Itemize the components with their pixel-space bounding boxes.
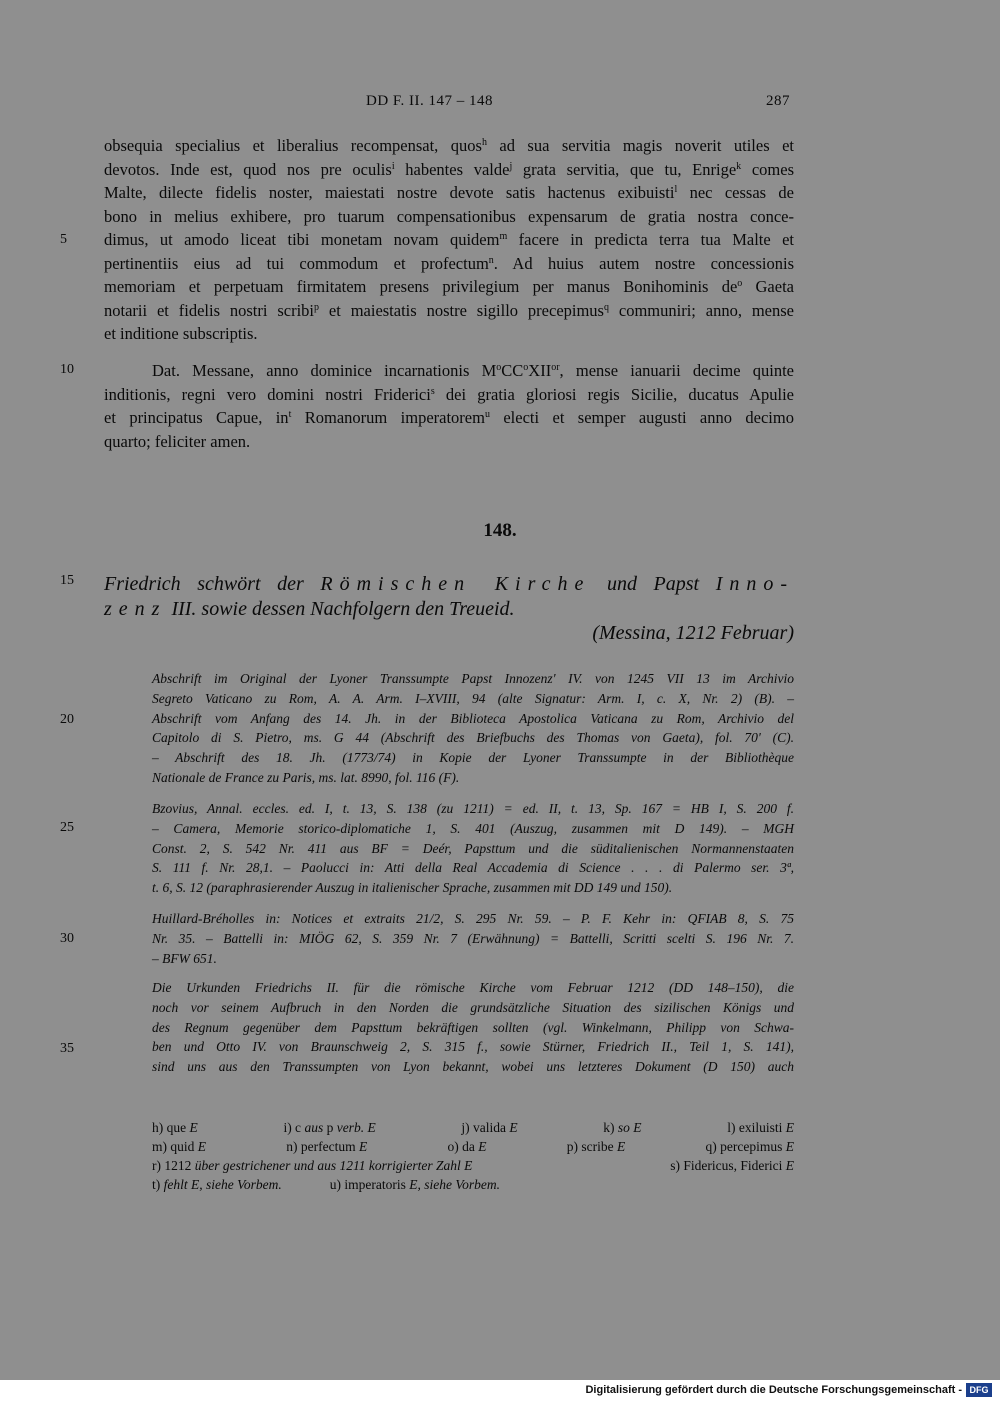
- text-line: [104, 158, 794, 182]
- regest-text: Friedrich schwört der: [104, 573, 304, 595]
- apparatus-line: Abschrift vom Anfang des 14. Jh. in der Biblioteca Apostolica Vaticana zu Rom, Archivio del: [152, 710, 794, 726]
- apparatus-line: noch vor seinem Aufbruch in den Norden die grundsätzliche Situation des sizilischen Königs und: [152, 999, 794, 1015]
- footnote-reading: s) Fidericus, Fiderici: [670, 1158, 786, 1173]
- text-run: facere in predicta terra tua Malte et: [507, 230, 795, 249]
- footnote-marker: o: [737, 278, 743, 289]
- apparatus-line: Nr. 35. – Battelli in: MIÖG 62, S. 359 Nr. 7 (Erwähnung) = Battelli, Scritti scelti S. 196 Nr. 7.: [152, 930, 794, 946]
- regest: [104, 572, 794, 622]
- footnote-marker: j: [509, 160, 513, 172]
- text-run: comes: [741, 159, 795, 179]
- text-line: [104, 322, 794, 346]
- text-line: [104, 406, 794, 430]
- line-number: 10: [60, 362, 74, 377]
- footer-credit: Digitalisierung gefördert durch die Deutsche Forschungsgemeinschaft -: [585, 1384, 962, 1396]
- footnote-marker: l: [674, 184, 678, 195]
- footnote-reading: t): [152, 1177, 164, 1192]
- footnote-reading: q) percepimus: [705, 1139, 786, 1154]
- footnote: [727, 1118, 794, 1137]
- text-line: [104, 134, 794, 158]
- apparatus-line: – Abschrift des 18. Jh. (1773/74) in Kopie der Lyoner Transsumpte in der Bibliothèque: [152, 750, 794, 766]
- apparatus-paragraph: [152, 909, 794, 968]
- text-run: et maiestatis nostre sigillo precepimus: [319, 300, 604, 320]
- page-number: 287: [766, 93, 790, 109]
- footnotes: [152, 1118, 794, 1194]
- footnote-comment: E: [197, 1139, 206, 1154]
- apparatus-line: Bzovius, Annal. eccles. ed. I, t. 13, S. 138 (zu 1211) = ed. II, t. 13, Sp. 167 = HB I, S. 200 f.: [152, 801, 794, 816]
- footnote-marker: m: [499, 231, 508, 242]
- dfg-logo: DFG: [966, 1383, 992, 1397]
- text-run: devotos. Inde est, quod nos pre oculis: [104, 159, 392, 179]
- footnote-reading: p: [323, 1120, 337, 1135]
- apparatus-line: Segreto Vaticano zu Rom, A. A. Arm. I–XVIII, 94 (alte Signatur: Arm. I, c. X, Nr. 2) (B). –: [152, 690, 794, 706]
- regest-spaced-text: zenz: [104, 598, 167, 620]
- footnote-comment: über gestrichener und aus 1211 korrigierter Zahl E: [194, 1158, 473, 1173]
- footnote: [152, 1156, 472, 1175]
- footnote: [448, 1137, 487, 1156]
- apparatus-line: ben und Otto IV. von Braunschweig 2, S. 315 f., sowie Stürner, Friedrich II., Teil 1, S. 141),: [152, 1039, 794, 1055]
- footnote-comment: E: [509, 1120, 518, 1135]
- apparatus-line: – BFW 651.: [152, 950, 217, 966]
- regest-spaced-text: Römischen Kirche: [320, 573, 591, 595]
- apparatus-line: Nationale de France zu Paris, ms. lat. 8990, fol. 116 (F).: [152, 769, 460, 785]
- footnote-reading: n) perfectum: [286, 1139, 359, 1154]
- footnote-reading: p) scribe: [566, 1139, 617, 1154]
- footnote-row: [152, 1118, 794, 1137]
- footnote-marker: k: [736, 160, 742, 172]
- apparatus-paragraph: [152, 669, 794, 788]
- footnote-comment: E: [785, 1158, 794, 1173]
- footnote-comment: E: [785, 1139, 794, 1154]
- dating-paragraph: [104, 359, 794, 453]
- footnote-comment: E: [617, 1139, 626, 1154]
- text-run: nec cessas de: [677, 183, 794, 202]
- footnote-row: [152, 1137, 794, 1156]
- text-run: Dat. Messane, anno dominice incarnationis M: [152, 361, 497, 380]
- footnote-comment: fehlt E, siehe Vorbem.: [163, 1177, 282, 1192]
- text-line: [104, 252, 794, 276]
- text-run: Malte, dilecte fidelis noster, maiestati nostre devote satis hactenus exibuisti: [104, 183, 675, 202]
- footnote-marker: p: [314, 301, 320, 313]
- footnote: [670, 1156, 794, 1175]
- text-run: electi et semper augusti anno decimo: [489, 408, 794, 427]
- footnote: [330, 1175, 500, 1194]
- text-run: obsequia specialius et liberalius recompensat, quos: [104, 136, 482, 155]
- text-run: CC: [501, 361, 524, 380]
- footnote-marker: o: [496, 362, 502, 373]
- footnote-reading: l) exiluisti: [727, 1120, 786, 1135]
- text-run: notarii et fidelis nostri scribi: [104, 300, 315, 320]
- apparatus-line: Die Urkunden Friedrichs II. für die römische Kirche vom Februar 1212 (DD 148–150), die: [152, 980, 794, 995]
- apparatus-paragraph: [152, 799, 794, 898]
- text-line: [104, 430, 794, 454]
- apparatus-line: Huillard-Bréholles in: Notices et extraits 21/2, S. 295 Nr. 59. – P. F. Kehr in: QFIAB 8, S. 75: [152, 911, 794, 926]
- regest-date: (Messina, 1212 Februar): [592, 622, 794, 644]
- footnote-row: [152, 1156, 794, 1175]
- footnote-marker: o: [523, 362, 529, 373]
- text-run: quarto; feliciter amen.: [104, 431, 251, 451]
- footnote-marker: i: [391, 160, 395, 172]
- apparatus-line: Capitolo di S. Pietro, ms. G 44 (Abschrift des Briefbuchs des Thomas von Gaeta), fol. 70' (C).: [152, 730, 794, 746]
- footnote-row: [152, 1175, 794, 1194]
- footnote-comment: E: [785, 1120, 794, 1135]
- footnote-comment: E: [189, 1120, 198, 1135]
- text-line: [104, 181, 794, 205]
- footnote-comment: E, siehe Vorbem.: [409, 1177, 500, 1192]
- text-line: [104, 275, 794, 299]
- text-run: et principatus Capue, in: [104, 408, 289, 427]
- text-run: habentes valde: [394, 159, 510, 179]
- footnote-marker: n: [488, 254, 494, 266]
- footnote-marker: q: [603, 301, 609, 313]
- footnote: [152, 1137, 206, 1156]
- regest-text: III. sowie dessen Nachfolgern den Treueid.: [171, 598, 515, 620]
- footnote-reading: r) 1212: [152, 1158, 195, 1173]
- regest-text: und Papst: [606, 573, 700, 595]
- footnote-reading: i) c: [283, 1120, 305, 1135]
- running-header: DD F. II. 147 – 148: [366, 93, 494, 109]
- footnote-marker: or: [551, 362, 560, 373]
- text-run: ad sua servitia magis noverit utiles et: [486, 136, 794, 155]
- text-run: bono in melius exhibere, pro tuarum compensationibus expensarum de gratia nostra conce-: [104, 206, 794, 226]
- footnote: [286, 1137, 367, 1156]
- text-line: [104, 228, 794, 252]
- apparatus-line: Abschrift im Original der Lyoner Transsumpte Papst Innozenz' IV. von 1245 VII 13 im Archivio: [152, 671, 794, 686]
- text-run: dimus, ut amodo liceat tibi monetam novam quidem: [104, 230, 500, 249]
- line-number: 25: [60, 820, 74, 835]
- text-run: XII: [528, 361, 552, 380]
- footnote-comment: E: [358, 1139, 368, 1154]
- apparatus-line: S. 111 f. Nr. 28,1. – Paolucci in: Atti della Real Accademia di Science . . . di Palermo ser. 3ª,: [152, 860, 794, 876]
- line-number: 30: [60, 931, 74, 946]
- footnote-marker: h: [481, 137, 487, 148]
- apparatus-line: – Camera, Memorie storico-diplomatiche 1, S. 401 (Auszug, zusammen mit D 149). – MGH: [152, 820, 794, 836]
- apparatus-line: des Regnum gegenüber dem Papsttum bekräftigen sollten (vgl. Winkelmann, Philipp von Schwa-: [152, 1019, 794, 1035]
- text-run: . Ad huius autem nostre concessionis: [493, 253, 794, 273]
- text-run: , mense ianuarii decime quinte: [559, 361, 794, 380]
- footer-bar: [0, 1380, 1000, 1402]
- main-text-paragraph: [104, 134, 794, 346]
- footnote-comment: aus: [304, 1120, 324, 1135]
- footnote-reading: m) quid: [152, 1139, 198, 1154]
- text-line: [104, 299, 794, 323]
- line-number: 20: [60, 712, 74, 727]
- apparatus-line: Const. 2, S. 542 Nr. 411 aus BF = Deér, Papsttum und die süditalienischen Normannenstaaten: [152, 840, 794, 856]
- text-run: communiri; anno, mense: [608, 300, 794, 320]
- footnote-marker: t: [288, 409, 292, 420]
- text-run: grata servitia, que tu, Enrige: [512, 159, 737, 179]
- text-run: dei gratia gloriosi regis Sicilie, ducatus Apulie: [434, 384, 794, 404]
- footnote: [152, 1118, 198, 1137]
- footnote: [152, 1175, 282, 1194]
- line-number: 15: [60, 573, 74, 588]
- footnote-comment: so E: [617, 1120, 642, 1135]
- footnote-marker: s: [430, 385, 435, 397]
- footnote-reading: o) da: [447, 1139, 479, 1154]
- apparatus-line: t. 6, S. 12 (paraphrasierender Auszug in italienischer Sprache, zusammen mit DD 149 und 150).: [152, 880, 673, 896]
- footnote: [706, 1137, 794, 1156]
- apparatus-line: sind uns aus den Transsumpten von Lyon bekannt, wobei uns letzteres Dokument (D 150) auch: [152, 1059, 794, 1075]
- footnote-reading: j) valida: [461, 1120, 510, 1135]
- document-number: 148.: [483, 520, 517, 541]
- text-run: memoriam et perpetuam firmitatem presens privilegium per manus Bonihominis de: [104, 277, 738, 296]
- footnote: [461, 1118, 517, 1137]
- footnote: [283, 1118, 375, 1137]
- footnote-reading: h) que: [152, 1120, 190, 1135]
- line-number: 35: [60, 1041, 74, 1056]
- footnote-reading: u) imperatoris: [329, 1177, 410, 1192]
- footnote-comment: E: [478, 1139, 487, 1154]
- text-run: et inditione subscriptis.: [104, 324, 258, 343]
- footnote: [603, 1118, 641, 1137]
- text-run: pertinentiis eius ad tui commodum et profectum: [104, 253, 489, 273]
- footnote-comment: verb. E: [336, 1120, 376, 1135]
- text-run: inditionis, regni vero domini nostri Friderici: [104, 384, 431, 404]
- footnote: [567, 1137, 625, 1156]
- line-number: 5: [60, 232, 67, 247]
- footnote-marker: u: [484, 409, 490, 420]
- text-line: [104, 205, 794, 229]
- footnote-reading: k): [603, 1120, 618, 1135]
- text-run: Romanorum imperatorem: [291, 408, 485, 427]
- apparatus-paragraph: [152, 978, 794, 1077]
- text-run: Gaeta: [742, 277, 794, 296]
- text-line: [104, 383, 794, 407]
- text-line: [104, 359, 794, 383]
- regest-spaced-text: Inno-: [715, 573, 795, 595]
